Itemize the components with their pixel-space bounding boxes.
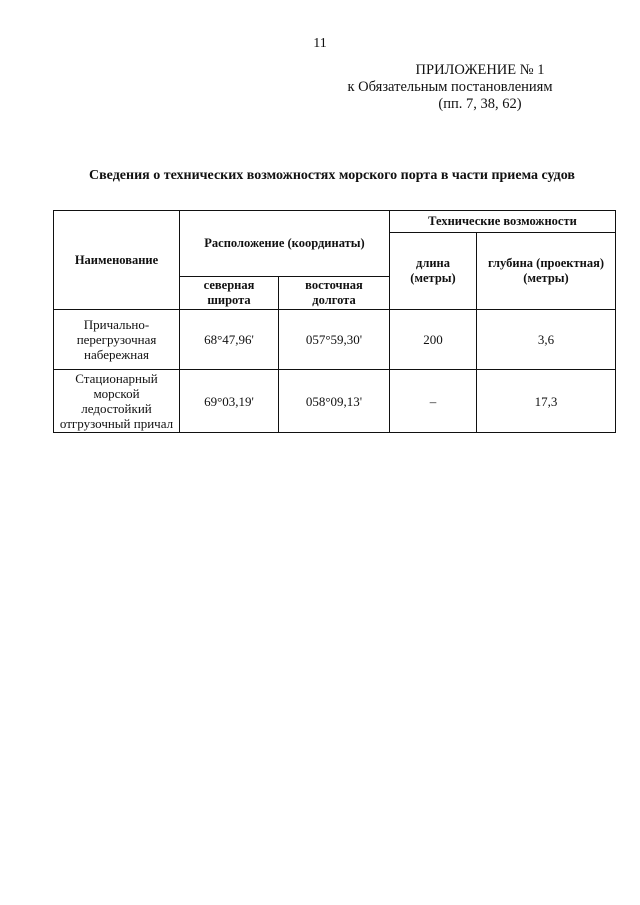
table-row <box>54 370 616 433</box>
appendix-title: ПРИЛОЖЕНИЕ № 1 <box>415 62 545 78</box>
header-longitude: восточная долгота <box>279 277 390 310</box>
header-capabilities: Технические возможности <box>390 211 616 233</box>
header-name: Наименование <box>54 211 180 310</box>
cell-longitude: 058°09,13' <box>279 370 390 433</box>
cell-name: Причально-перегрузочная набережная <box>54 310 180 370</box>
appendix-reference: к Обязательным постановлениям <box>347 79 553 95</box>
page-number: 11 <box>313 36 327 51</box>
cell-name: Стационарный морской ледостойкий отгрузочный причал <box>54 370 180 433</box>
cell-length: 200 <box>390 310 477 370</box>
appendix-header <box>294 62 594 113</box>
header-length: длина (метры) <box>390 233 477 310</box>
cell-longitude: 057°59,30' <box>279 310 390 370</box>
port-capabilities-table <box>53 210 616 433</box>
appendix-items: (пп. 7, 38, 62) <box>438 96 522 112</box>
cell-depth: 3,6 <box>477 310 616 370</box>
cell-latitude: 68°47,96' <box>180 310 279 370</box>
cell-length: – <box>390 370 477 433</box>
cell-depth: 17,3 <box>477 370 616 433</box>
header-depth: глубина (проектная) (метры) <box>477 233 616 310</box>
table-row <box>54 310 616 370</box>
header-location: Расположение (координаты) <box>180 211 390 277</box>
header-latitude: северная широта <box>180 277 279 310</box>
cell-latitude: 69°03,19' <box>180 370 279 433</box>
document-title: Сведения о технических возможностях морского порта в части приема судов <box>89 168 575 183</box>
